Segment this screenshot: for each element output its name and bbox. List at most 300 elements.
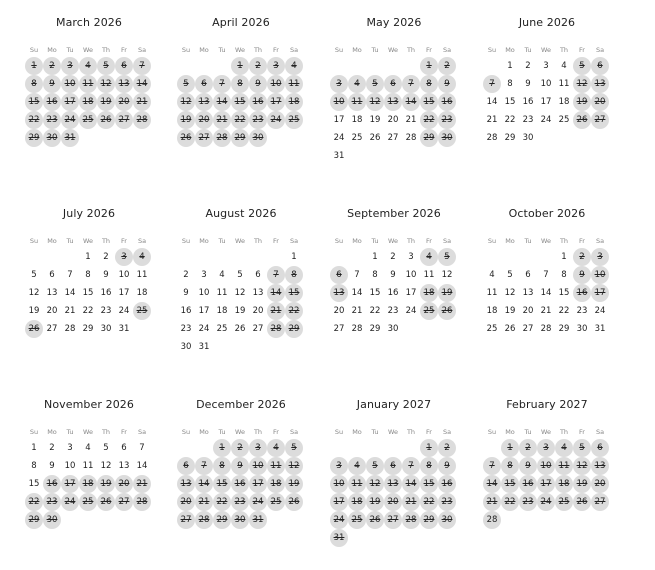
calendar-day[interactable]: 22 [420,111,438,129]
calendar-day[interactable]: 22 [25,111,43,129]
calendar-day[interactable]: 19 [369,115,381,125]
calendar-day[interactable]: 3 [249,439,267,457]
calendar-day[interactable]: 10 [330,93,348,111]
calendar-day[interactable]: 24 [61,493,79,511]
calendar-day[interactable]: 4 [79,57,97,75]
calendar-day[interactable]: 27 [591,111,609,129]
calendar-day[interactable]: 21 [195,493,213,511]
calendar-day[interactable]: 23 [43,111,61,129]
calendar-day[interactable]: 20 [333,306,345,316]
calendar-day[interactable]: 9 [519,457,537,475]
calendar-day[interactable]: 15 [420,93,438,111]
calendar-day[interactable]: 1 [213,439,231,457]
calendar-day[interactable]: 6 [591,439,609,457]
calendar-day[interactable]: 19 [573,475,591,493]
calendar-day[interactable]: 27 [115,493,133,511]
calendar-day[interactable]: 23 [100,306,112,316]
calendar-day[interactable]: 1 [420,439,438,457]
calendar-day[interactable]: 22 [501,493,519,511]
calendar-day[interactable]: 19 [285,475,303,493]
calendar-day[interactable]: 21 [64,306,76,316]
calendar-day[interactable]: 6 [525,270,531,280]
calendar-day[interactable]: 11 [136,270,148,280]
calendar-day[interactable]: 18 [348,493,366,511]
calendar-day[interactable]: 21 [402,493,420,511]
calendar-day[interactable]: 28 [267,320,285,338]
calendar-day[interactable]: 30 [249,129,267,147]
calendar-day[interactable]: 14 [195,475,213,493]
calendar-day[interactable]: 4 [85,443,91,453]
calendar-day[interactable]: 30 [43,511,61,529]
calendar-day[interactable]: 6 [591,57,609,75]
calendar-day[interactable]: 22 [82,306,94,316]
calendar-day[interactable]: 8 [25,75,43,93]
calendar-day[interactable]: 23 [576,306,588,316]
calendar-day[interactable]: 30 [387,324,399,334]
calendar-day[interactable]: 28 [64,324,76,334]
calendar-day[interactable]: 13 [384,93,402,111]
calendar-day[interactable]: 2 [390,252,396,262]
calendar-day[interactable]: 26 [97,493,115,511]
calendar-day[interactable]: 16 [43,93,61,111]
calendar-day[interactable]: 12 [285,457,303,475]
calendar-day[interactable]: 4 [348,75,366,93]
calendar-day[interactable]: 30 [180,342,192,352]
calendar-day[interactable]: 12 [234,288,246,298]
calendar-day[interactable]: 26 [369,133,381,143]
calendar-day[interactable]: 31 [61,129,79,147]
calendar-day[interactable]: 24 [537,493,555,511]
calendar-day[interactable]: 20 [522,306,534,316]
calendar-day[interactable]: 23 [231,493,249,511]
calendar-day[interactable]: 20 [46,306,58,316]
calendar-day[interactable]: 13 [522,288,534,298]
calendar-day[interactable]: 25 [420,302,438,320]
calendar-day[interactable]: 25 [79,493,97,511]
calendar-day[interactable]: 17 [405,288,417,298]
calendar-day[interactable]: 27 [195,129,213,147]
calendar-day[interactable]: 13 [591,75,609,93]
calendar-day[interactable]: 9 [249,75,267,93]
calendar-day[interactable]: 17 [267,93,285,111]
calendar-day[interactable]: 17 [330,493,348,511]
calendar-day[interactable]: 21 [486,115,498,125]
calendar-day[interactable]: 3 [330,75,348,93]
calendar-day[interactable]: 11 [82,461,94,471]
calendar-day[interactable]: 12 [177,93,195,111]
calendar-day[interactable]: 29 [25,129,43,147]
calendar-day[interactable]: 5 [177,75,195,93]
calendar-day[interactable]: 9 [438,75,456,93]
calendar-day[interactable]: 30 [438,129,456,147]
calendar-day[interactable]: 18 [558,97,570,107]
calendar-day[interactable]: 16 [573,284,591,302]
calendar-day[interactable]: 31 [333,151,345,161]
calendar-day[interactable]: 17 [537,475,555,493]
calendar-day[interactable]: 15 [369,288,381,298]
calendar-day[interactable]: 4 [420,248,438,266]
calendar-day[interactable]: 25 [216,324,228,334]
calendar-day[interactable]: 11 [348,475,366,493]
calendar-day[interactable]: 25 [133,302,151,320]
calendar-day[interactable]: 15 [25,93,43,111]
calendar-day[interactable]: 14 [64,288,76,298]
calendar-day[interactable]: 17 [591,284,609,302]
calendar-day[interactable]: 10 [540,79,552,89]
calendar-day[interactable]: 8 [372,270,378,280]
calendar-day[interactable]: 3 [543,61,549,71]
calendar-day[interactable]: 21 [213,111,231,129]
calendar-day[interactable]: 7 [402,75,420,93]
calendar-day[interactable]: 12 [366,93,384,111]
calendar-day[interactable]: 28 [483,511,501,529]
calendar-day[interactable]: 1 [561,252,567,262]
calendar-day[interactable]: 12 [366,475,384,493]
calendar-day[interactable]: 13 [252,288,264,298]
calendar-day[interactable]: 9 [49,461,55,471]
calendar-day[interactable]: 29 [420,511,438,529]
calendar-day[interactable]: 24 [198,324,210,334]
calendar-day[interactable]: 1 [507,61,513,71]
calendar-day[interactable]: 22 [420,493,438,511]
calendar-day[interactable]: 26 [438,302,456,320]
calendar-day[interactable]: 7 [483,75,501,93]
calendar-day[interactable]: 20 [591,475,609,493]
calendar-day[interactable]: 16 [522,97,534,107]
calendar-day[interactable]: 29 [285,320,303,338]
calendar-day[interactable]: 11 [267,457,285,475]
calendar-day[interactable]: 10 [330,475,348,493]
calendar-day[interactable]: 20 [195,111,213,129]
calendar-day[interactable]: 19 [438,284,456,302]
calendar-day[interactable]: 9 [525,79,531,89]
calendar-day[interactable]: 6 [330,266,348,284]
calendar-day[interactable]: 12 [573,457,591,475]
calendar-day[interactable]: 20 [177,493,195,511]
calendar-day[interactable]: 14 [540,288,552,298]
calendar-day[interactable]: 22 [369,306,381,316]
calendar-day[interactable]: 31 [594,324,606,334]
calendar-day[interactable]: 9 [43,75,61,93]
calendar-day[interactable]: 8 [561,270,567,280]
calendar-day[interactable]: 2 [231,439,249,457]
calendar-day[interactable]: 18 [555,475,573,493]
calendar-day[interactable]: 18 [216,306,228,316]
calendar-day[interactable]: 28 [195,511,213,529]
calendar-day[interactable]: 22 [231,111,249,129]
calendar-day[interactable]: 2 [438,57,456,75]
calendar-day[interactable]: 14 [213,93,231,111]
calendar-day[interactable]: 30 [576,324,588,334]
calendar-day[interactable]: 4 [561,61,567,71]
calendar-day[interactable]: 19 [504,306,516,316]
calendar-day[interactable]: 27 [115,111,133,129]
calendar-day[interactable]: 5 [573,57,591,75]
calendar-day[interactable]: 23 [249,111,267,129]
calendar-day[interactable]: 23 [438,111,456,129]
calendar-day[interactable]: 15 [285,284,303,302]
calendar-day[interactable]: 18 [79,475,97,493]
calendar-day[interactable]: 18 [285,93,303,111]
calendar-day[interactable]: 19 [366,493,384,511]
calendar-day[interactable]: 11 [79,75,97,93]
calendar-day[interactable]: 3 [408,252,414,262]
calendar-day[interactable]: 25 [79,111,97,129]
calendar-day[interactable]: 17 [333,115,345,125]
calendar-day[interactable]: 17 [249,475,267,493]
calendar-day[interactable]: 6 [195,75,213,93]
calendar-day[interactable]: 10 [537,457,555,475]
calendar-day[interactable]: 15 [420,475,438,493]
calendar-day[interactable]: 1 [231,57,249,75]
calendar-day[interactable]: 8 [507,79,513,89]
calendar-day[interactable]: 26 [285,493,303,511]
calendar-day[interactable]: 16 [519,475,537,493]
calendar-day[interactable]: 17 [540,97,552,107]
calendar-day[interactable]: 27 [177,511,195,529]
calendar-day[interactable]: 23 [522,115,534,125]
calendar-day[interactable]: 24 [594,306,606,316]
calendar-day[interactable]: 17 [198,306,210,316]
calendar-day[interactable]: 26 [573,493,591,511]
calendar-day[interactable]: 8 [501,457,519,475]
calendar-day[interactable]: 6 [255,270,261,280]
calendar-day[interactable]: 28 [486,133,498,143]
calendar-day[interactable]: 2 [183,270,189,280]
calendar-day[interactable]: 4 [285,57,303,75]
calendar-day[interactable]: 15 [213,475,231,493]
calendar-day[interactable]: 1 [291,252,297,262]
calendar-day[interactable]: 28 [351,324,363,334]
calendar-day[interactable]: 16 [231,475,249,493]
calendar-day[interactable]: 24 [330,511,348,529]
calendar-day[interactable]: 24 [249,493,267,511]
calendar-day[interactable]: 11 [216,288,228,298]
calendar-day[interactable]: 30 [522,133,534,143]
calendar-day[interactable]: 31 [198,342,210,352]
calendar-day[interactable]: 2 [103,252,109,262]
calendar-day[interactable]: 4 [348,457,366,475]
calendar-day[interactable]: 21 [351,306,363,316]
calendar-day[interactable]: 29 [558,324,570,334]
calendar-day[interactable]: 6 [115,57,133,75]
calendar-day[interactable]: 24 [333,133,345,143]
calendar-day[interactable]: 20 [591,93,609,111]
calendar-day[interactable]: 23 [387,306,399,316]
calendar-day[interactable]: 21 [540,306,552,316]
calendar-day[interactable]: 13 [118,461,130,471]
calendar-day[interactable]: 5 [97,57,115,75]
calendar-day[interactable]: 6 [49,270,55,280]
calendar-day[interactable]: 8 [420,75,438,93]
calendar-day[interactable]: 20 [115,93,133,111]
calendar-day[interactable]: 12 [441,270,453,280]
calendar-day[interactable]: 26 [366,511,384,529]
calendar-day[interactable]: 18 [267,475,285,493]
calendar-day[interactable]: 21 [133,93,151,111]
calendar-day[interactable]: 4 [133,248,151,266]
calendar-day[interactable]: 7 [543,270,549,280]
calendar-day[interactable]: 8 [285,266,303,284]
calendar-day[interactable]: 14 [402,475,420,493]
calendar-day[interactable]: 2 [573,248,591,266]
calendar-day[interactable]: 28 [405,133,417,143]
calendar-day[interactable]: 27 [46,324,58,334]
calendar-day[interactable]: 20 [387,115,399,125]
calendar-day[interactable]: 10 [591,266,609,284]
calendar-day[interactable]: 31 [330,529,348,547]
calendar-day[interactable]: 5 [507,270,513,280]
calendar-day[interactable]: 7 [267,266,285,284]
calendar-day[interactable]: 25 [351,133,363,143]
calendar-day[interactable]: 5 [438,248,456,266]
calendar-day[interactable]: 26 [97,111,115,129]
calendar-day[interactable]: 14 [136,461,148,471]
calendar-day[interactable]: 2 [438,439,456,457]
calendar-day[interactable]: 14 [402,93,420,111]
calendar-day[interactable]: 31 [249,511,267,529]
calendar-day[interactable]: 12 [100,461,112,471]
calendar-day[interactable]: 11 [348,93,366,111]
calendar-day[interactable]: 29 [82,324,94,334]
calendar-day[interactable]: 23 [519,493,537,511]
calendar-day[interactable]: 25 [267,493,285,511]
calendar-day[interactable]: 11 [486,288,498,298]
calendar-day[interactable]: 22 [285,302,303,320]
calendar-day[interactable]: 7 [195,457,213,475]
calendar-day[interactable]: 7 [402,457,420,475]
calendar-day[interactable]: 5 [103,443,109,453]
calendar-day[interactable]: 22 [25,493,43,511]
calendar-day[interactable]: 22 [213,493,231,511]
calendar-day[interactable]: 11 [558,79,570,89]
calendar-day[interactable]: 19 [177,111,195,129]
calendar-day[interactable]: 13 [46,288,58,298]
calendar-day[interactable]: 22 [504,115,516,125]
calendar-day[interactable]: 12 [504,288,516,298]
calendar-day[interactable]: 28 [402,511,420,529]
calendar-day[interactable]: 22 [558,306,570,316]
calendar-day[interactable]: 28 [133,493,151,511]
calendar-day[interactable]: 19 [97,93,115,111]
calendar-day[interactable]: 13 [115,75,133,93]
calendar-day[interactable]: 3 [201,270,207,280]
calendar-day[interactable]: 24 [267,111,285,129]
calendar-day[interactable]: 16 [180,306,192,316]
calendar-day[interactable]: 26 [177,129,195,147]
calendar-day[interactable]: 10 [267,75,285,93]
calendar-day[interactable]: 15 [501,475,519,493]
calendar-day[interactable]: 16 [100,288,112,298]
calendar-day[interactable]: 25 [348,511,366,529]
calendar-day[interactable]: 25 [555,493,573,511]
calendar-day[interactable]: 8 [231,75,249,93]
calendar-day[interactable]: 2 [43,57,61,75]
calendar-day[interactable]: 7 [139,443,145,453]
calendar-day[interactable]: 1 [372,252,378,262]
calendar-day[interactable]: 9 [231,457,249,475]
calendar-day[interactable]: 3 [61,57,79,75]
calendar-day[interactable]: 25 [486,324,498,334]
calendar-day[interactable]: 11 [555,457,573,475]
calendar-day[interactable]: 16 [249,93,267,111]
calendar-day[interactable]: 21 [405,115,417,125]
calendar-day[interactable]: 15 [504,97,516,107]
calendar-day[interactable]: 19 [573,93,591,111]
calendar-day[interactable]: 25 [558,115,570,125]
calendar-day[interactable]: 9 [390,270,396,280]
calendar-day[interactable]: 19 [234,306,246,316]
calendar-day[interactable]: 27 [387,133,399,143]
calendar-day[interactable]: 5 [285,439,303,457]
calendar-day[interactable]: 24 [118,306,130,316]
calendar-day[interactable]: 29 [504,133,516,143]
calendar-day[interactable]: 28 [540,324,552,334]
calendar-day[interactable]: 26 [25,320,43,338]
calendar-day[interactable]: 18 [79,93,97,111]
calendar-day[interactable]: 29 [213,511,231,529]
calendar-day[interactable]: 18 [136,288,148,298]
calendar-day[interactable]: 14 [133,75,151,93]
calendar-day[interactable]: 2 [525,61,531,71]
calendar-day[interactable]: 30 [231,511,249,529]
calendar-day[interactable]: 20 [252,306,264,316]
calendar-day[interactable]: 15 [231,93,249,111]
calendar-day[interactable]: 27 [591,493,609,511]
calendar-day[interactable]: 13 [384,475,402,493]
calendar-day[interactable]: 27 [522,324,534,334]
calendar-day[interactable]: 10 [249,457,267,475]
calendar-day[interactable]: 10 [61,75,79,93]
calendar-day[interactable]: 14 [351,288,363,298]
calendar-day[interactable]: 17 [61,93,79,111]
calendar-day[interactable]: 29 [25,511,43,529]
calendar-day[interactable]: 3 [330,457,348,475]
calendar-day[interactable]: 18 [351,115,363,125]
calendar-day[interactable]: 3 [67,443,73,453]
calendar-day[interactable]: 3 [267,57,285,75]
calendar-day[interactable]: 28 [213,129,231,147]
calendar-day[interactable]: 23 [43,493,61,511]
calendar-day[interactable]: 27 [252,324,264,334]
calendar-day[interactable]: 29 [369,324,381,334]
calendar-day[interactable]: 17 [118,288,130,298]
calendar-day[interactable]: 8 [31,461,37,471]
calendar-day[interactable]: 21 [483,493,501,511]
calendar-day[interactable]: 16 [438,475,456,493]
calendar-day[interactable]: 8 [420,457,438,475]
calendar-day[interactable]: 5 [31,270,37,280]
calendar-day[interactable]: 11 [423,270,435,280]
calendar-day[interactable]: 7 [213,75,231,93]
calendar-day[interactable]: 9 [438,457,456,475]
calendar-day[interactable]: 1 [85,252,91,262]
calendar-day[interactable]: 30 [438,511,456,529]
calendar-day[interactable]: 15 [28,479,40,489]
calendar-day[interactable]: 18 [486,306,498,316]
calendar-day[interactable]: 4 [219,270,225,280]
calendar-day[interactable]: 20 [115,475,133,493]
calendar-day[interactable]: 8 [213,457,231,475]
calendar-day[interactable]: 2 [49,443,55,453]
calendar-day[interactable]: 9 [183,288,189,298]
calendar-day[interactable]: 19 [28,306,40,316]
calendar-day[interactable]: 1 [31,443,37,453]
calendar-day[interactable]: 27 [333,324,345,334]
calendar-day[interactable]: 11 [285,75,303,93]
calendar-day[interactable]: 13 [330,284,348,302]
calendar-day[interactable]: 1 [25,57,43,75]
